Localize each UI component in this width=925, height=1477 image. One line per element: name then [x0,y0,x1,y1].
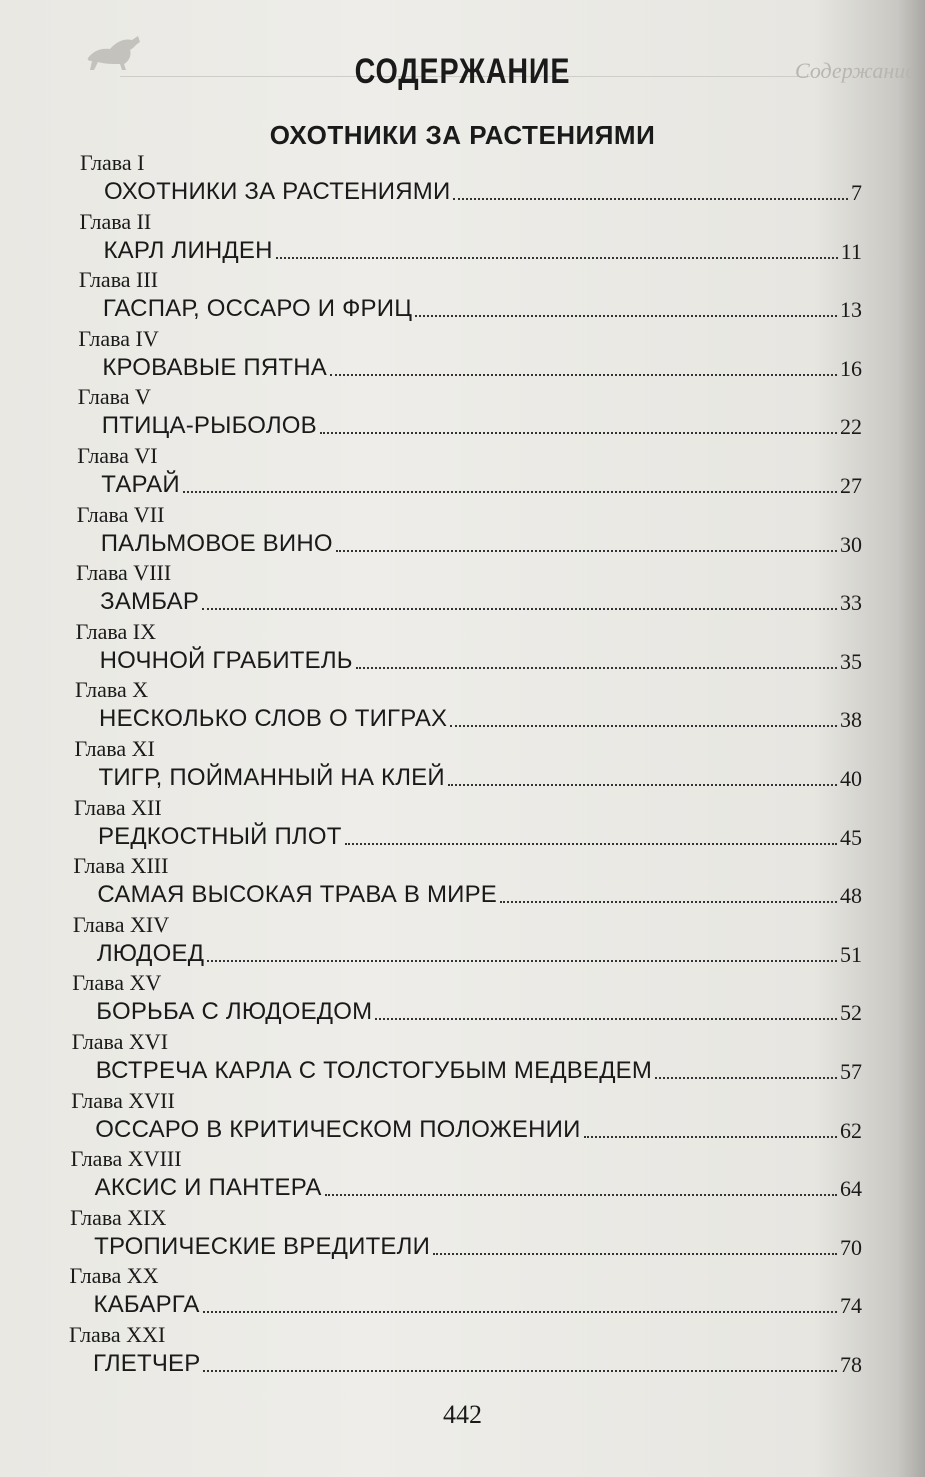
entry-title: ГАСПАР, ОССАРО И ФРИЦ [102,295,413,323]
entry-page-number: 13 [839,297,862,323]
entry-page-number: 38 [839,707,862,733]
entry-page-number: 16 [839,355,862,381]
toc-entry [99,762,863,792]
chapter-label: Глава VII [76,501,165,527]
toc-entry [101,528,862,558]
chapter-label: Глава XVI [71,1029,169,1054]
chapter-label: Глава XVII [71,1087,175,1113]
toc-entry [99,703,862,733]
section-title: ОХОТНИКИ ЗА РАСТЕНИЯМИ [269,120,656,150]
entry-title: ТАРАЙ [101,471,180,498]
toc-entry [97,879,862,909]
toc-entry [93,1348,862,1378]
dot-leader [345,842,837,845]
entry-title: АКСИС И ПАНТЕРА [94,1174,322,1202]
toc-entry [100,586,862,616]
dot-leader [375,1017,837,1020]
dot-leader [203,1310,837,1313]
entry-page-number: 52 [839,1000,862,1026]
entry-title: ЗАМБАР [100,588,200,616]
chapter-label: Глава I [80,150,145,175]
dot-leader [207,959,837,962]
entry-title: ЛЮДОЕД [96,939,205,967]
toc-entry [101,469,862,499]
chapter-label: Глава XV [72,970,162,996]
chapter-label: Глава IV [78,325,159,351]
dot-leader [356,666,837,669]
toc-entry [100,645,862,675]
entry-page-number: 57 [840,1059,862,1084]
entry-page-number: 22 [839,414,862,440]
entry-title: КАБАРГА [93,1291,200,1319]
entry-page-number: 33 [839,590,862,616]
chapter-label: Глава XX [69,1263,159,1289]
chapter-label: Глава XVIII [70,1146,182,1172]
page-number: 442 [443,1400,482,1429]
entry-title: ПТИЦА-РЫБОЛОВ [101,412,317,440]
entry-title: ТИГР, ПОЙМАННЫЙ НА КЛЕЙ [98,764,445,791]
entry-page-number: 40 [840,766,862,791]
dot-leader [183,490,837,493]
dot-leader [415,314,837,317]
dot-leader [203,1369,837,1372]
toc-entry [97,938,862,968]
chapter-label: Глава VIII [76,560,172,586]
entry-title: НОЧНОЙ ГРАБИТЕЛЬ [99,646,353,674]
chapter-label: Глава XIX [70,1204,167,1230]
entry-page-number: 62 [839,1117,862,1143]
entry-title: КРОВАВЫЕ ПЯТНА [102,353,328,381]
entry-page-number: 45 [839,824,862,850]
dot-leader [320,431,837,434]
entry-page-number: 70 [839,1234,862,1260]
entry-page-number: 74 [839,1293,862,1319]
entry-title: САМАЯ ВЫСОКАЯ ТРАВА В МИРЕ [97,881,498,909]
entry-page-number: 51 [839,941,862,967]
dot-leader [450,724,837,727]
entry-title: НЕСКОЛЬКО СЛОВ О ТИГРАХ [99,705,448,733]
entry-title: ОХОТНИКИ ЗА РАСТЕНИЯМИ [104,178,451,205]
entry-title: ПАЛЬМОВОЕ ВИНО [100,529,333,557]
entry-title: ВСТРЕЧА КАРЛА С ТОЛСТОГУБЫМ МЕДВЕДЕМ [95,1057,653,1084]
dot-leader [584,1135,837,1138]
entry-title: ОССАРО В КРИТИЧЕСКОМ ПОЛОЖЕНИИ [95,1115,581,1143]
toc-entry [96,1055,862,1085]
entry-page-number: 27 [840,473,862,498]
entry-title: РЕДКОСТНЫЙ ПЛОТ [97,822,342,850]
entry-title: БОРЬБА С ЛЮДОЕДОМ [96,998,373,1026]
chapter-label: Глава III [78,267,159,293]
entry-page-number: 7 [851,180,862,205]
dot-leader [500,900,837,903]
chapter-label: Глава V [77,384,151,410]
chapter-label: Глава XXI [69,1322,166,1347]
toc-entry [103,235,862,265]
entry-page-number: 78 [840,1352,862,1377]
toc-entry [104,176,862,206]
entry-page-number: 64 [839,1176,862,1202]
dot-leader [330,373,837,376]
entry-page-number: 30 [839,531,862,557]
entry-title: ГЛЕТЧЕР [93,1350,201,1377]
entry-page-number: 11 [840,238,862,264]
toc-entry [98,821,862,851]
chapter-label: Глава II [79,208,152,234]
dot-leader [202,607,837,610]
entry-title: ТРОПИЧЕСКИЕ ВРЕДИТЕЛИ [94,1232,431,1260]
toc-entry [95,1172,862,1202]
dot-leader [325,1193,837,1196]
chapter-label: Глава XI [74,736,155,761]
dot-leader [336,549,837,552]
toc-entry [102,352,862,382]
chapter-label: Глава IX [75,618,156,644]
chapter-label: Глава XII [73,794,162,820]
dot-leader [276,256,838,259]
toc-entry [94,1289,862,1319]
entry-title: КАРЛ ЛИНДЕН [103,236,273,264]
chapter-label: Глава VI [77,443,158,468]
toc-entry [96,996,862,1026]
dot-leader [433,1252,837,1255]
chapter-label: Глава XIV [72,911,170,937]
dot-leader [655,1076,837,1079]
page-title: СОДЕРЖАНИЕ [354,52,571,91]
dot-leader [448,783,837,786]
entry-page-number: 48 [839,883,862,909]
chapter-label: Глава X [75,677,149,703]
toc-entry [103,293,862,323]
dot-leader [453,197,848,200]
chapter-label: Глава XIII [73,853,169,879]
toc-entry [94,1231,862,1261]
toc-entry [102,410,862,440]
bleed-through-header: Содержание [795,58,916,83]
entry-page-number: 35 [839,648,862,674]
toc-entry [95,1114,862,1144]
